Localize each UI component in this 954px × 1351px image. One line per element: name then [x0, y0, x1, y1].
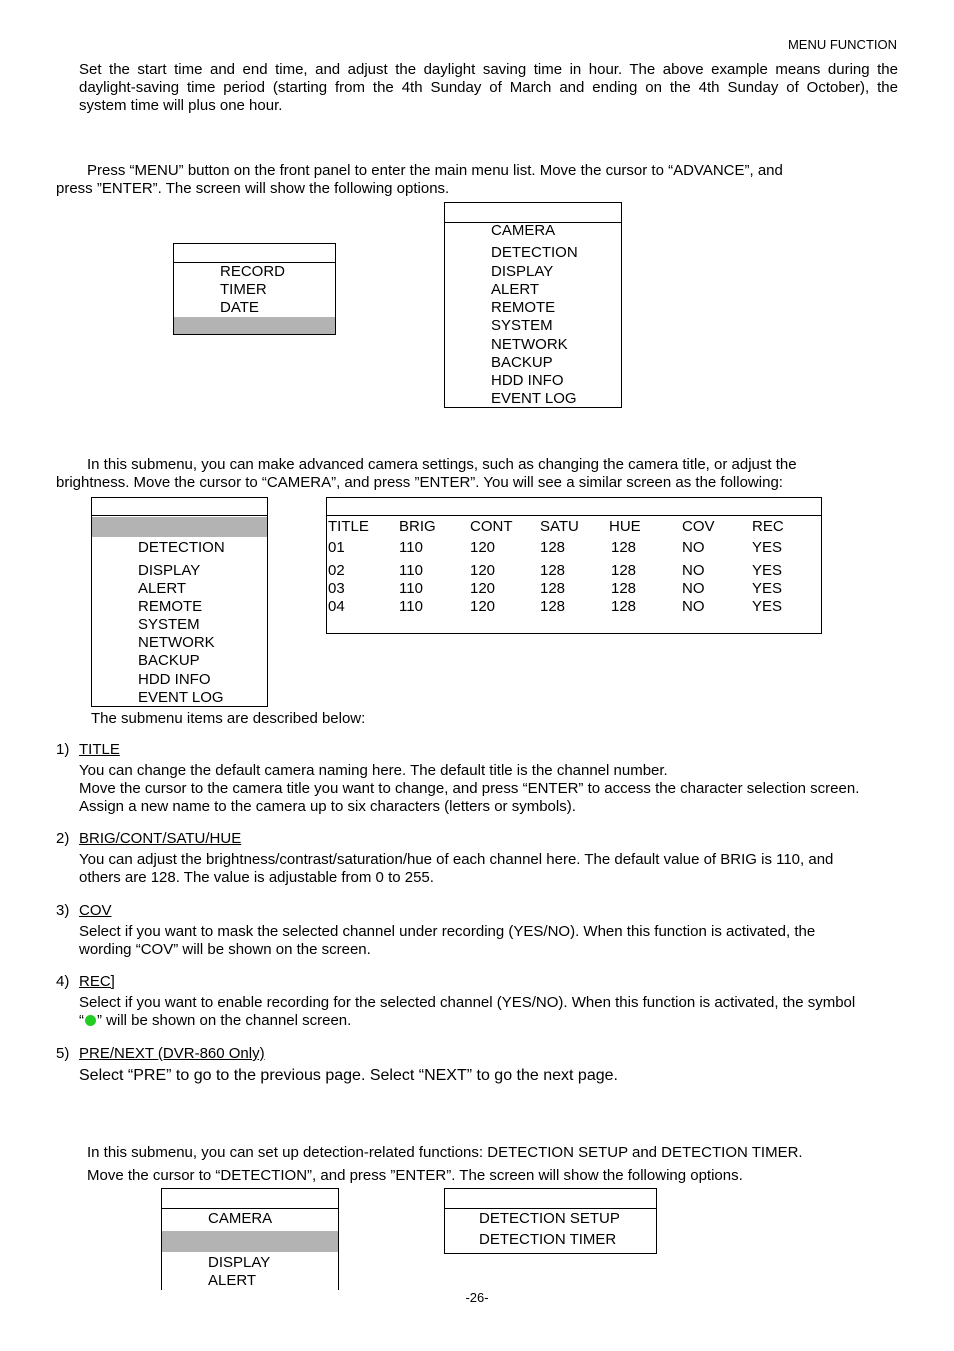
cell-rec[interactable]: YES — [752, 539, 783, 556]
intro-line-3: system time will plus one hour. — [79, 97, 283, 114]
cell-hue[interactable]: 128 — [611, 598, 637, 615]
item-number: 5) — [56, 1045, 70, 1062]
cell-cont[interactable]: 120 — [470, 598, 496, 615]
cell-title[interactable]: 04 — [328, 598, 345, 615]
cell-cont[interactable]: 120 — [470, 562, 496, 579]
camera-advance-menu-header — [92, 498, 267, 516]
detection-menu-header — [445, 1189, 656, 1209]
cell-brig[interactable]: 110 — [399, 580, 423, 597]
quote-open: “ — [79, 1012, 84, 1029]
main-menu-item-timer[interactable]: TIMER — [220, 281, 267, 298]
main-menu-header — [174, 244, 335, 263]
record-dot-icon — [85, 1015, 96, 1026]
camera-text-2: brightness. Move the cursor to “CAMERA”, and press ”ENTER”. You will see a similar screen as the following: — [56, 474, 783, 491]
advance-menu-item-detection[interactable]: DETECTION — [491, 244, 578, 261]
col-header-cov: COV — [682, 518, 715, 535]
cell-hue[interactable]: 128 — [611, 580, 637, 597]
item-title-line-3: Assign a new name to the camera up to six characters (letters or symbols). — [79, 798, 576, 815]
item-heading-prenext: PRE/NEXT (DVR-860 Only) — [79, 1045, 265, 1062]
item-heading-brig: BRIG/CONT/SATU/HUE — [79, 830, 242, 847]
cell-title[interactable]: 01 — [328, 539, 345, 556]
col-header-title: TITLE — [328, 518, 369, 535]
item-number: 3) — [56, 902, 70, 919]
item-rec-line-2-text: ” will be shown on the channel screen. — [97, 1012, 352, 1029]
item-title-line-2: Move the cursor to the camera title you want to change, and press “ENTER” to access the character selection screen. — [79, 780, 860, 797]
main-menu-item-date[interactable]: DATE — [220, 299, 259, 316]
cell-title[interactable]: 02 — [328, 562, 345, 579]
item-heading-title: TITLE — [79, 741, 120, 758]
advance-menu-item-camera[interactable]: CAMERA — [491, 222, 556, 239]
cell-rec[interactable]: YES — [752, 598, 783, 615]
item-number: 1) — [56, 741, 70, 758]
col-header-hue: HUE — [609, 518, 641, 535]
camera-advance-menu-item-system[interactable]: SYSTEM — [138, 616, 200, 633]
cell-hue[interactable]: 128 — [611, 562, 637, 579]
detection-menu-item-timer[interactable]: DETECTION TIMER — [479, 1231, 617, 1248]
advance-menu-item-backup[interactable]: BACKUP — [491, 354, 553, 371]
camera-advance-menu-item-hdd-info[interactable]: HDD INFO — [138, 671, 211, 688]
cell-satu[interactable]: 128 — [540, 539, 566, 556]
advance-menu-item-system[interactable]: SYSTEM — [491, 317, 553, 334]
camera-advance-menu-item-alert[interactable]: ALERT — [138, 580, 187, 597]
cell-brig[interactable]: 110 — [399, 539, 423, 556]
intro-line-1: Set the start time and end time, and adjust the daylight saving time in hour. The above example means during the — [79, 61, 898, 78]
detection-advance-menu-item-camera[interactable]: CAMERA — [208, 1210, 273, 1227]
advance-menu-box — [444, 202, 622, 408]
running-header: MENU FUNCTION — [787, 37, 897, 52]
item-number: 4) — [56, 973, 70, 990]
camera-advance-menu-item-network[interactable]: NETWORK — [138, 634, 215, 651]
cell-satu[interactable]: 128 — [540, 598, 566, 615]
main-menu-item-advance-highlight[interactable] — [174, 317, 335, 334]
item-rec-line-1: Select if you want to enable recording for the selected channel (YES/NO). When this function is activated, the symbol — [79, 994, 856, 1011]
cell-rec[interactable]: YES — [752, 562, 783, 579]
advance-menu-header — [445, 203, 621, 223]
item-cov-line-2: wording “COV” will be shown on the screen. — [79, 941, 371, 958]
cell-cont[interactable]: 120 — [470, 539, 496, 556]
item-rec-line-2 — [79, 1012, 351, 1030]
item-brig-line-1: You can adjust the brightness/contrast/saturation/hue of each channel here. The default value of BRIG is 110, and — [79, 851, 834, 868]
cell-cov[interactable]: NO — [682, 539, 705, 556]
advance-menu-item-alert[interactable]: ALERT — [491, 281, 540, 298]
camera-advance-menu-item-camera-highlight[interactable] — [92, 517, 267, 537]
cell-cov[interactable]: NO — [682, 562, 705, 579]
item-brig-line-2: others are 128. The value is adjustable from 0 to 255. — [79, 869, 434, 886]
col-header-brig: BRIG — [399, 518, 436, 535]
cell-satu[interactable]: 128 — [540, 580, 566, 597]
detection-advance-menu-item-display[interactable]: DISPLAY — [208, 1254, 271, 1271]
item-heading-cov: COV — [79, 902, 112, 919]
camera-advance-menu-item-detection[interactable]: DETECTION — [138, 539, 225, 556]
main-menu-item-record[interactable]: RECORD — [220, 263, 286, 280]
detection-advance-menu-box — [161, 1188, 339, 1290]
cell-title[interactable]: 03 — [328, 580, 345, 597]
detection-menu-item-setup[interactable]: DETECTION SETUP — [479, 1210, 620, 1227]
camera-text-1: In this submenu, you can make advanced camera settings, such as changing the camera title, or adjust the — [87, 456, 797, 473]
submenu-description: The submenu items are described below: — [91, 710, 366, 727]
cell-brig[interactable]: 110 — [399, 598, 423, 615]
detection-text-2: Move the cursor to “DETECTION”, and press ”ENTER”. The screen will show the following options. — [87, 1167, 743, 1184]
intro-line-2: daylight-saving time period (starting from the 4th Sunday of March and ending on the 4th Sunday of October), the — [79, 79, 898, 96]
item-prenext-line: Select “PRE” to go to the previous page. Select “NEXT” to go the next page. — [79, 1067, 618, 1084]
advance-menu-item-remote[interactable]: REMOTE — [491, 299, 556, 316]
cell-cont[interactable]: 120 — [470, 580, 496, 597]
main-menu-box — [173, 243, 336, 335]
advance-menu-item-network[interactable]: NETWORK — [491, 336, 568, 353]
camera-advance-menu-item-backup[interactable]: BACKUP — [138, 652, 200, 669]
cell-satu[interactable]: 128 — [540, 562, 566, 579]
detection-advance-menu-header — [162, 1189, 338, 1209]
cell-hue[interactable]: 128 — [611, 539, 637, 556]
cell-cov[interactable]: NO — [682, 598, 705, 615]
detection-advance-menu-item-alert[interactable]: ALERT — [208, 1272, 257, 1289]
detection-advance-menu-item-detection-highlight[interactable] — [162, 1231, 338, 1252]
detection-text-1: In this submenu, you can set up detection-related functions: DETECTION SETUP and DETECTION TIMER. — [87, 1144, 803, 1161]
camera-settings-table — [326, 497, 822, 634]
cell-brig[interactable]: 110 — [399, 562, 423, 579]
advance-text-2: press ”ENTER”. The screen will show the following options. — [56, 180, 450, 197]
advance-menu-item-event-log[interactable]: EVENT LOG — [491, 390, 577, 407]
camera-advance-menu-box — [91, 497, 268, 707]
item-cov-line-1: Select if you want to mask the selected channel under recording (YES/NO). When this function is activated, the — [79, 923, 816, 940]
camera-advance-menu-item-remote[interactable]: REMOTE — [138, 598, 203, 615]
item-heading-rec: REC] — [79, 973, 115, 990]
camera-table-header-bar — [327, 498, 821, 516]
camera-advance-menu-item-display[interactable]: DISPLAY — [138, 562, 201, 579]
advance-text-1: Press “MENU” button on the front panel to enter the main menu list. Move the cursor to “ADVANCE”, and — [87, 162, 783, 179]
advance-menu-item-display[interactable]: DISPLAY — [491, 263, 554, 280]
detection-menu-box — [444, 1188, 657, 1254]
item-title-line-1: You can change the default camera naming here. The default title is the channel number. — [79, 762, 668, 779]
camera-advance-menu-item-event-log[interactable]: EVENT LOG — [138, 689, 224, 706]
page-number: -26- — [465, 1290, 489, 1305]
cell-rec[interactable]: YES — [752, 580, 783, 597]
advance-menu-item-hdd-info[interactable]: HDD INFO — [491, 372, 564, 389]
item-number: 2) — [56, 830, 70, 847]
col-header-cont: CONT — [470, 518, 513, 535]
col-header-satu: SATU — [540, 518, 579, 535]
col-header-rec: REC — [752, 518, 784, 535]
cell-cov[interactable]: NO — [682, 580, 705, 597]
